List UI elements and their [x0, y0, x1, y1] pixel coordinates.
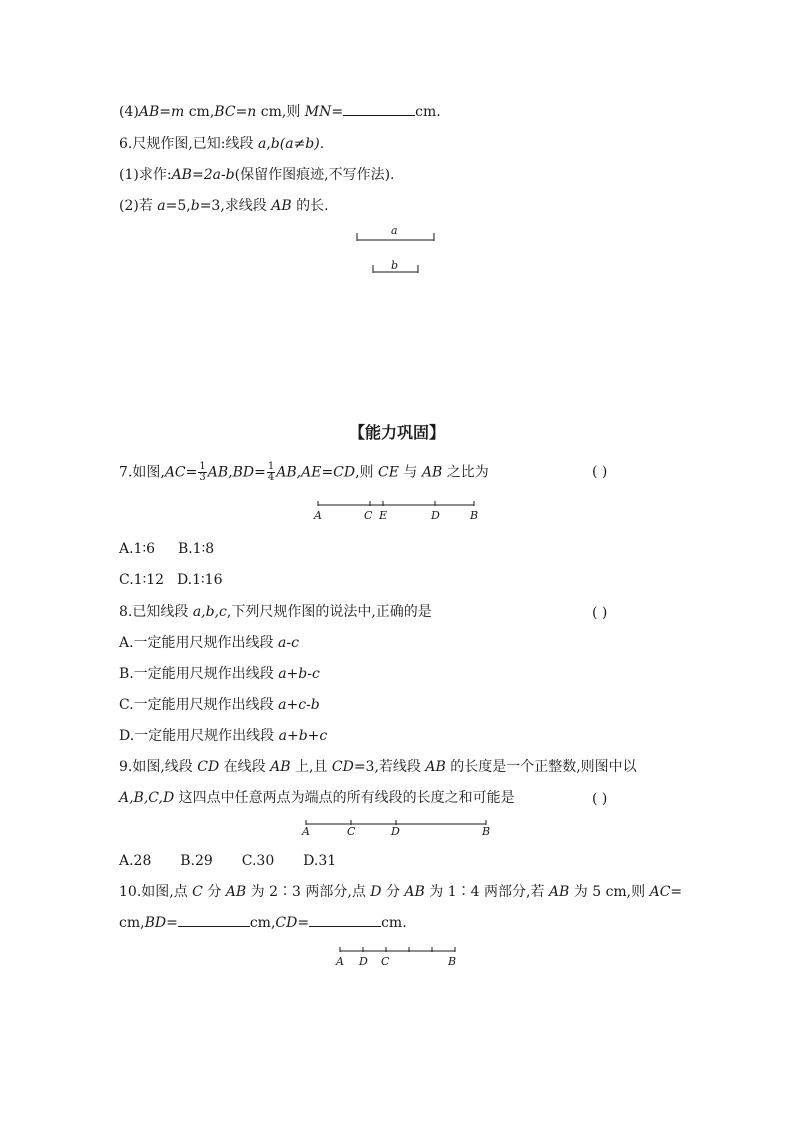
- q9-point-label: C: [347, 825, 356, 838]
- q8-option-a[interactable]: A.一定能用尺规作出线段 a-c: [119, 635, 299, 651]
- q7-point-label: C: [364, 509, 373, 522]
- q10-point-label: B: [448, 955, 457, 968]
- q8-option-b[interactable]: B.一定能用尺规作出线段 a+b-c: [119, 666, 320, 682]
- q6-stem: 6.尺规作图,已知:线段 a,b(a≠b).: [119, 136, 325, 152]
- q6-part1: (1)求作:AB=2a-b(保留作图痕迹,不写作法).: [119, 167, 395, 183]
- q6-label-a: a: [391, 224, 398, 237]
- q9-point-label: A: [302, 825, 310, 838]
- q6-part2: (2)若 a=5,b=3,求线段 AB 的长.: [119, 198, 329, 214]
- q7-point-label: B: [470, 509, 479, 522]
- q7-answer-paren[interactable]: ( ): [592, 464, 608, 480]
- q8-option-d[interactable]: D.一定能用尺规作出线段 a+b+c: [119, 728, 328, 744]
- fraction-one-third: $\frac{1}{3}$: [199, 461, 206, 483]
- q7-point-label: A: [314, 509, 322, 522]
- q9-stem-line2: A,B,C,D 这四点中任意两点为端点的所有线段的长度之和可能是: [119, 790, 515, 806]
- q9-option-a[interactable]: A.28: [119, 853, 152, 869]
- q7-point-label: E: [379, 509, 388, 522]
- q8-stem: 8.已知线段 a,b,c,下列尺规作图的说法中,正确的是: [119, 604, 432, 620]
- q8-answer-paren[interactable]: ( ): [592, 605, 608, 621]
- q5-part4: (4)AB=m cm,BC=n cm,则 MN= cm.: [119, 104, 441, 120]
- q9-option-c[interactable]: C.30: [241, 853, 275, 869]
- q7-stem: 7.如图,AC= $\frac{1}{3}$ AB,BD= $\frac{1}{4}$ AB,AE=CD,则 CE 与 AB 之比为: [119, 461, 489, 483]
- section-heading: 【能力巩固】: [348, 423, 445, 442]
- q7-option-d[interactable]: D.1∶16: [176, 572, 223, 588]
- q7-point-label: D: [431, 509, 440, 522]
- q7-option-a[interactable]: A.1∶6: [119, 541, 156, 557]
- q10-point-label: A: [336, 955, 344, 968]
- fraction-one-fourth: $\frac{1}{4}$: [267, 461, 275, 483]
- q10-stem-line1: 10.如图,点 C 分 AB 为 2∶3 两部分,点 D 分 AB 为 1∶4 两部分,若 AB 为 5 cm,则 AC=: [119, 884, 683, 900]
- q6-label-b: b: [391, 259, 399, 272]
- q9-point-label: B: [482, 825, 491, 838]
- q8-option-c[interactable]: C.一定能用尺规作出线段 a+c-b: [119, 697, 320, 713]
- q9-stem-line1: 9.如图,线段 CD 在线段 AB 上,且 CD=3,若线段 AB 的长度是一个正整数,则图中以: [119, 759, 637, 775]
- q9-option-d[interactable]: D.31: [303, 853, 337, 869]
- q10-point-label: D: [359, 955, 368, 968]
- q10-figure-line: [340, 947, 455, 952]
- q10-point-label: C: [381, 955, 390, 968]
- q7-figure-line: [318, 501, 474, 506]
- q9-answer-paren[interactable]: ( ): [592, 791, 608, 807]
- q10-stem-line2: cm,BD= cm,CD= cm.: [119, 915, 407, 931]
- q9-option-b[interactable]: B.29: [180, 853, 213, 869]
- q7-option-c[interactable]: C.1∶12: [119, 572, 165, 588]
- q9-point-label: D: [391, 825, 400, 838]
- q7-option-b[interactable]: B.1∶8: [177, 541, 215, 557]
